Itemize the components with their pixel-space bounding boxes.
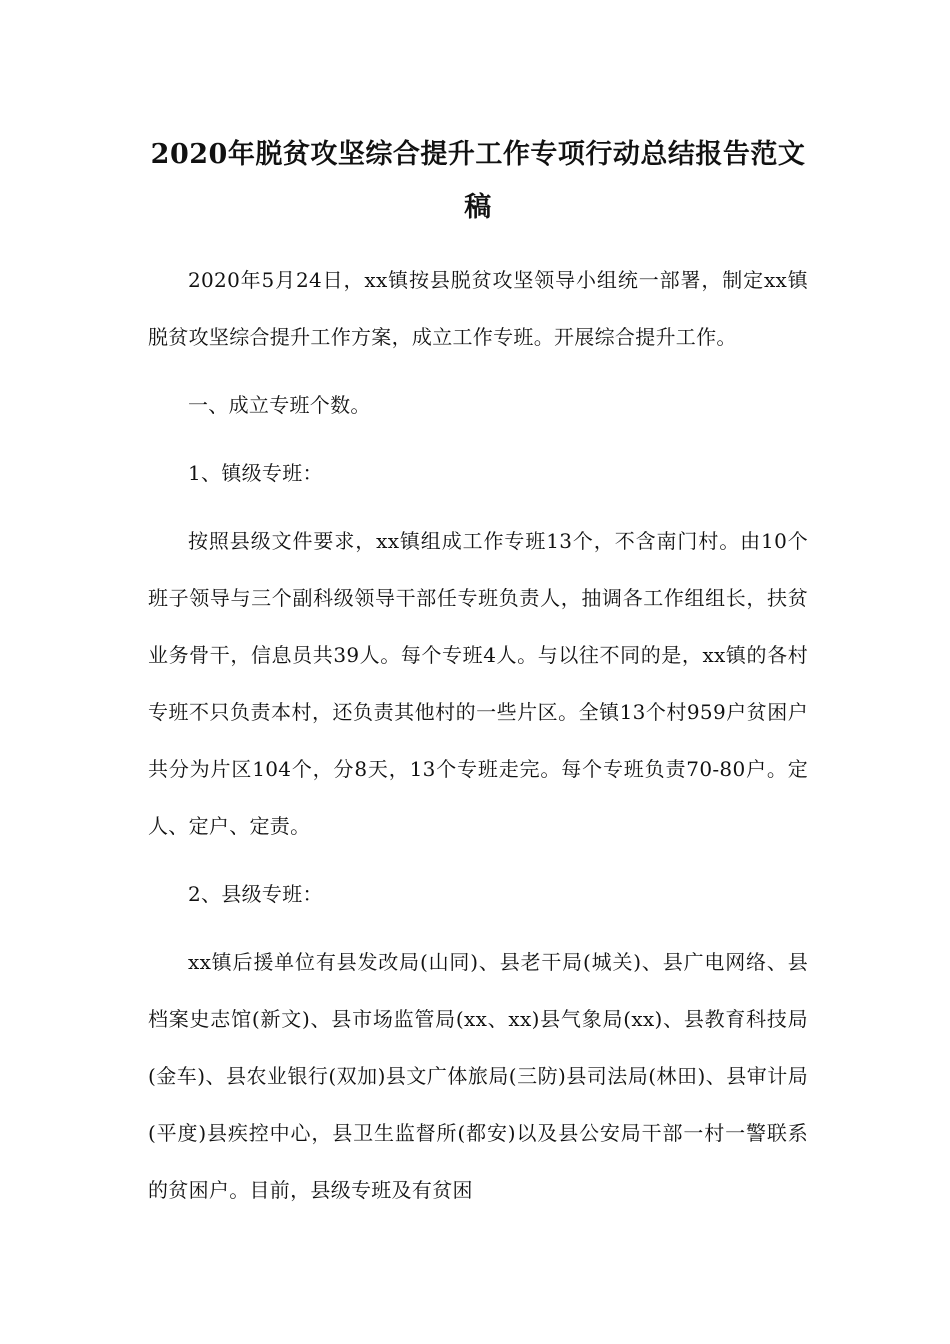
paragraph-county-team: xx镇后援单位有县发改局(山同)、县老干局(城关)、县广电网络、县档案史志馆(新文)、县市场监管局(xx、xx)县气象局(xx)、县教育科技局(金车)、县农业银行(双加)县文广体旅局(三防)县司法局(林田)、县审计局(平度)县疾控中心，县卫生监督所(都安)以及县公安局干部一村一警联系的贫困户。目前，县级专班及有贫困	[148, 950, 808, 1202]
spacer	[148, 502, 808, 513]
spacer	[148, 366, 808, 377]
spacer	[148, 855, 808, 866]
paragraph-intro: 2020年5月24日，xx镇按县脱贫攻坚领导小组统一部署，制定xx镇脱贫攻坚综合提升工作方案，成立工作专班。开展综合提升工作。	[148, 268, 808, 349]
document-title: 2020年脱贫攻坚综合提升工作专项行动总结报告范文稿	[150, 139, 806, 223]
spacer	[148, 434, 808, 445]
spacer	[148, 234, 808, 252]
section-heading-1: 一、成立专班个数。	[188, 393, 371, 417]
spacer	[148, 923, 808, 934]
document-page	[148, 128, 808, 1219]
paragraph-town-team: 按照县级文件要求，xx镇组成工作专班13个，不含南门村。由10个班子领导与三个副科级领导干部任专班负责人，抽调各工作组组长，扶贫业务骨干，信息员共39人。每个专班4人。与以往不同的是，xx镇的各村专班不只负责本村，还负责其他村的一些片区。全镇13个村959户贫困户共分为片区104个，分8天，13个专班走完。每个专班负责70-80户。定人、定户、定责。	[148, 529, 808, 838]
subsection-heading-town: 1、镇级专班：	[188, 461, 323, 485]
subsection-heading-county: 2、县级专班：	[188, 882, 323, 906]
